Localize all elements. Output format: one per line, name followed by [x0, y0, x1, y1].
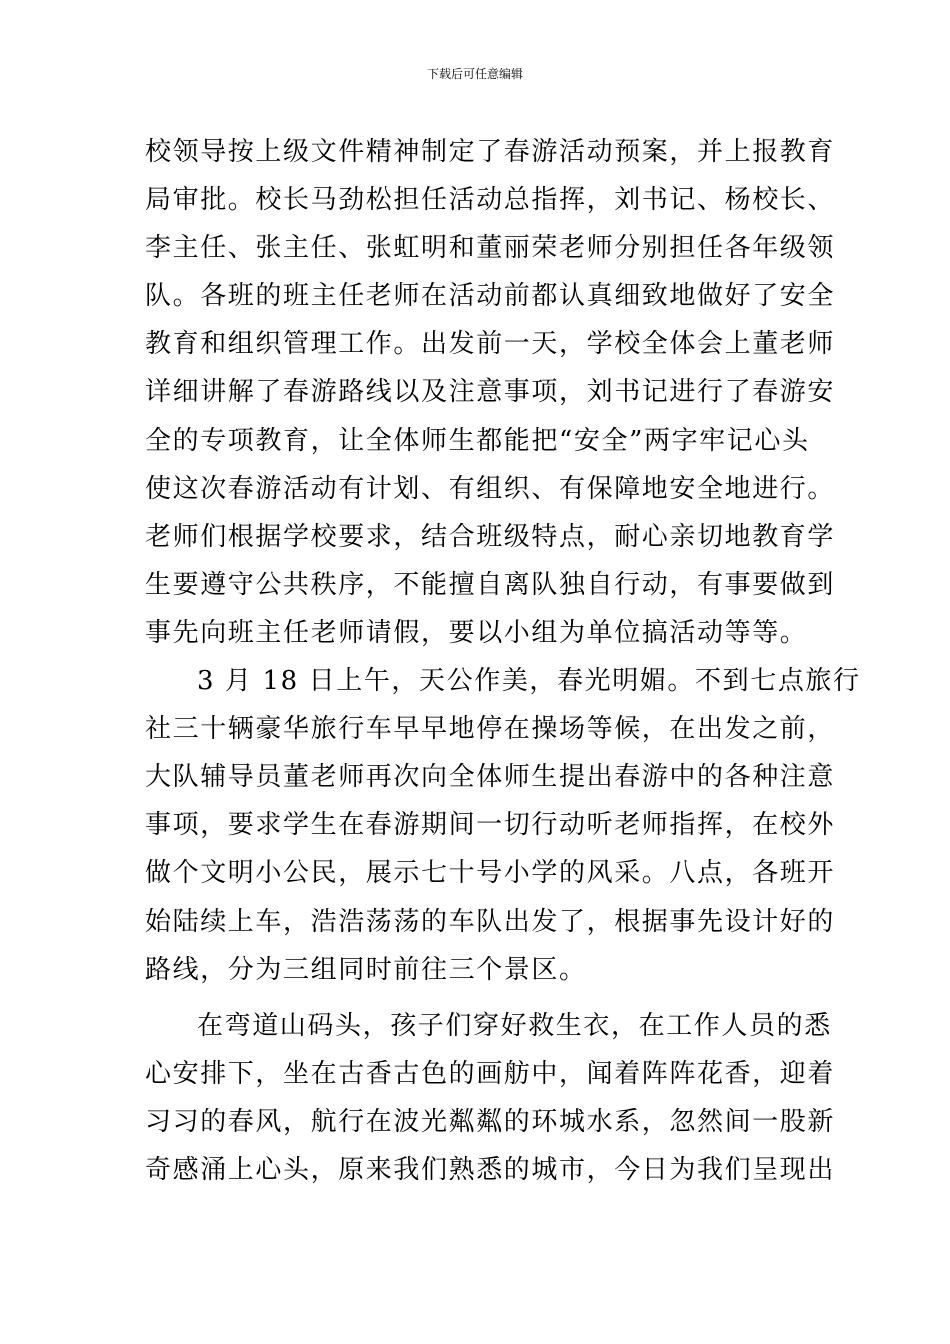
text-line: 事先向班主任老师请假，要以小组为单位搞活动等等。 — [145, 617, 808, 648]
paragraph-1 — [145, 132, 836, 661]
text-line: 大队辅导员董老师再次向全体师生提出春游中的各种注意 — [145, 762, 836, 793]
text-line: 在弯道山码头，孩子们穿好救生衣，在工作人员的悉 — [197, 1010, 832, 1041]
paragraph-2 — [145, 661, 861, 998]
text-line: 路线，分为三组同时前往三个景区。 — [145, 954, 587, 985]
text-line: 详细讲解了春游路线以及注意事项，刘书记进行了春游安 — [145, 377, 836, 408]
text-line: 教育和组织管理工作。出发前一天，学校全体会上董老师 — [145, 329, 836, 360]
text-line: 老师们根据学校要求，结合班级特点，耐心亲切地教育学 — [145, 521, 836, 552]
document-body — [145, 132, 861, 1198]
text-line: 李主任、张主任、张虹明和董丽荣老师分别担任各年级领 — [145, 233, 836, 264]
text-line: 全的专项教育，让全体师生都能把“安全”两字牢记心头 — [145, 425, 810, 456]
text-line: 社三十辆豪华旅行车早早地停在操场等候，在出发之前， — [145, 714, 836, 745]
text-line: 奇感涌上心头，原来我们熟悉的城市，今日为我们呈现出 — [145, 1154, 836, 1185]
text-line: 做个文明小公民，展示七十号小学的风采。八点，各班开 — [145, 858, 836, 889]
text-line: 事项，要求学生在春游期间一切行动听老师指挥，在校外 — [145, 810, 836, 841]
text-line: 3 月 18 日上午，天公作美，春光明媚。不到七点旅行 — [197, 666, 861, 697]
text-line: 生要遵守公共秩序，不能擅自离队独自行动，有事要做到 — [145, 569, 836, 600]
page-header — [0, 66, 950, 82]
text-line: 习习的春风，航行在波光粼粼的环城水系，忽然间一股新 — [145, 1106, 836, 1137]
text-line: 局审批。校长马劲松担任活动总指挥，刘书记、杨校长、 — [145, 185, 836, 216]
text-line: 心安排下，坐在古香古色的画舫中，闻着阵阵花香，迎着 — [145, 1058, 836, 1089]
text-line: 始陆续上车，浩浩荡荡的车队出发了，根据事先设计好的 — [145, 906, 836, 937]
header-text: 下载后可任意编辑 — [426, 67, 523, 81]
text-line: 校领导按上级文件精神制定了春游活动预案，并上报教育 — [145, 137, 836, 167]
text-line: 队。各班的班主任老师在活动前都认真细致地做好了安全 — [145, 281, 836, 312]
paragraph-3 — [145, 1006, 836, 1198]
text-line: 使这次春游活动有计划、有组织、有保障地安全地进行。 — [145, 473, 836, 504]
